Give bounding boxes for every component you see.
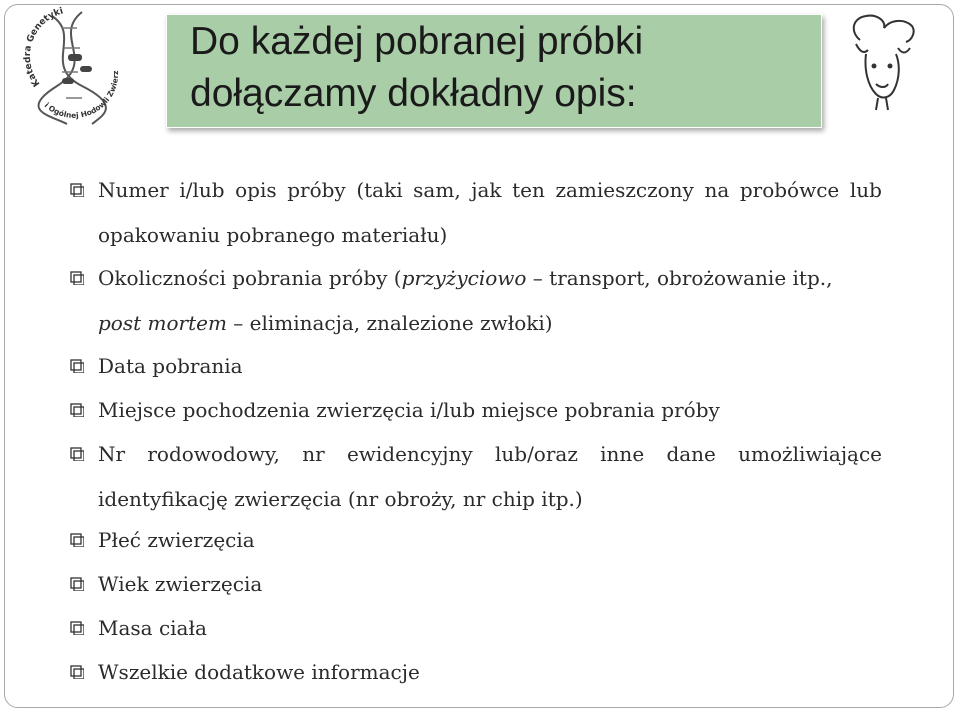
item-5-line-2: identyfikację zwierzęcia (nr obroży, nr chip itp.)	[98, 487, 583, 511]
item-3-text: Data pobrania	[98, 354, 243, 378]
word: ewidencyjny	[346, 442, 473, 466]
item-7-text: Wiek zwierzęcia	[98, 572, 263, 596]
word: Nr	[98, 442, 126, 466]
word: umożliwiające	[738, 442, 882, 466]
item-2-line-1	[98, 268, 832, 288]
checkbox-bullet-icon	[70, 403, 84, 417]
item-4-text: Miejsce pochodzenia zwierzęcia i/lub miejsce pobrania próby	[98, 398, 720, 422]
checkbox-bullet-icon	[70, 533, 84, 547]
item-8-text: Masa ciała	[98, 616, 207, 640]
item-2-line-2	[98, 313, 553, 333]
logo-text-top: Katedra Genetyki	[22, 6, 65, 89]
word: dane	[666, 442, 716, 466]
word: (taki	[356, 178, 403, 202]
checkbox-bullet-icon	[70, 447, 84, 461]
title-line-1: Do każdej pobranej próbki	[190, 20, 644, 63]
text-segment: – transport, obrożowanie itp.,	[526, 266, 833, 290]
checkbox-bullet-icon	[70, 271, 84, 285]
word: nr	[302, 442, 325, 466]
logo-text-bottom: i Ogólnej Hodowli Zwierz	[42, 70, 121, 120]
item-1-line-2: opakowaniu pobranego materiału)	[98, 223, 448, 247]
title-box	[166, 14, 822, 128]
word: na	[704, 178, 730, 202]
word: lub/oraz	[494, 442, 578, 466]
word: zamieszczony	[555, 178, 694, 202]
word: probówce	[739, 178, 840, 202]
text-segment-italic: przyżyciowo	[401, 266, 527, 290]
word: Numer	[98, 178, 169, 202]
checkbox-bullet-icon	[70, 665, 84, 679]
word: opis	[235, 178, 277, 202]
checkbox-bullet-icon	[70, 577, 84, 591]
word: rodowodowy,	[147, 442, 280, 466]
text-segment-italic: post mortem	[98, 311, 227, 335]
department-logo	[22, 6, 132, 126]
word: próby	[287, 178, 346, 202]
word: jak	[471, 178, 502, 202]
item-5-line-1	[98, 444, 882, 464]
item-1-line-1	[98, 180, 882, 200]
word: i/lub	[179, 178, 225, 202]
checkbox-bullet-icon	[70, 621, 84, 635]
checkbox-bullet-icon	[70, 359, 84, 373]
text-segment: – eliminacja, znalezione zwłoki)	[226, 311, 553, 335]
text-segment: Okoliczności pobrania próby (	[98, 266, 402, 290]
checkbox-bullet-icon	[70, 183, 84, 197]
word: ten	[512, 178, 545, 202]
word: sam,	[413, 178, 461, 202]
item-6-text: Płeć zwierzęcia	[98, 528, 255, 552]
word: lub	[849, 178, 882, 202]
bison-logo	[846, 14, 918, 114]
item-9-text: Wszelkie dodatkowe informacje	[98, 660, 420, 684]
svg-text:Katedra Genetyki	[23, 6, 65, 88]
word: inne	[600, 442, 645, 466]
title-line-2: dołączamy dokładny opis:	[190, 72, 637, 115]
